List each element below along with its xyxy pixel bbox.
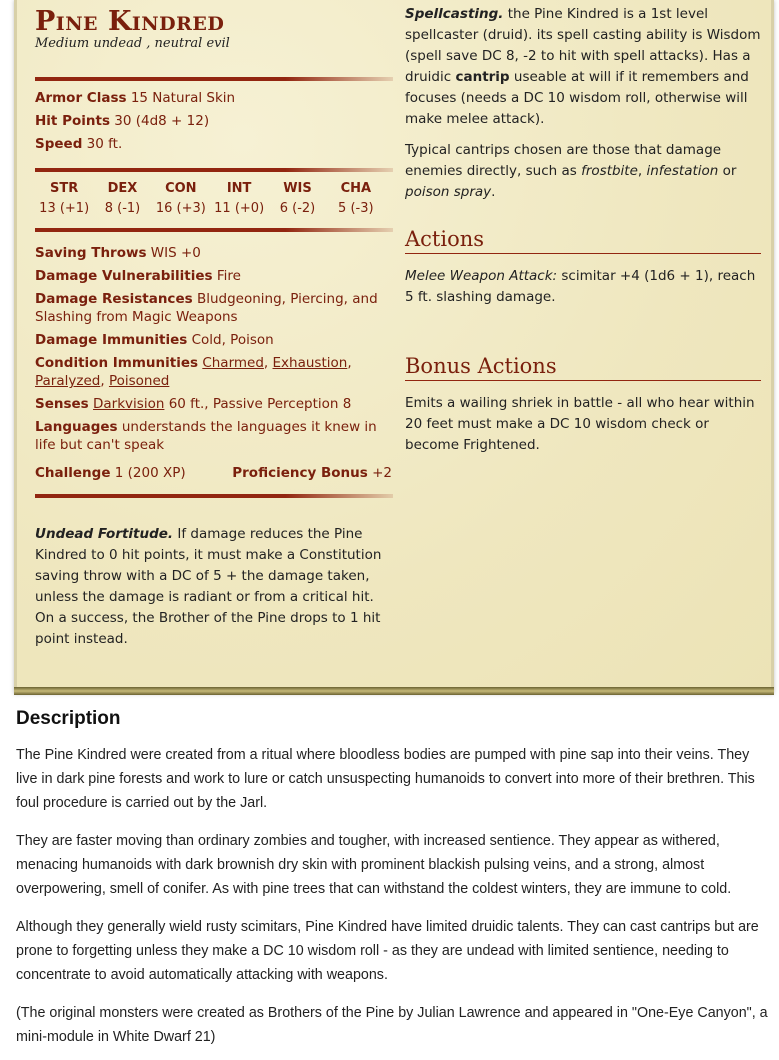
languages: Languages understands the languages it knew in life but can't speak xyxy=(35,419,377,453)
saving-throws: Saving Throws WIS +0 xyxy=(35,245,201,261)
challenge-row: Challenge 1 (200 XP) Proficiency Bonus +2 xyxy=(35,465,393,481)
divider xyxy=(35,77,393,81)
armor-class: Armor Class 15 Natural Skin xyxy=(35,90,236,106)
description-paragraph: Although they generally wield rusty scimitars, Pine Kindred have limited druidic talents. They can cast cantrips but are prone to forgetting unless they make a DC 10 wisdom roll - as they are undead with limited sentience, needing to concentrate to avoid automatically attacking with weapons. xyxy=(16,919,759,983)
senses-link-darkvision[interactable]: Darkvision xyxy=(93,396,165,412)
speed: Speed 30 ft. xyxy=(35,136,123,152)
damage-resistances: Damage Resistances Bludgeoning, Piercing, and Slashing from Magic Weapons xyxy=(35,291,378,325)
stat-block-left-column xyxy=(35,0,393,650)
stat-block xyxy=(14,0,774,694)
damage-vulnerabilities: Damage Vulnerabilities Fire xyxy=(35,268,241,284)
core-stats xyxy=(35,87,393,156)
ability-int: INT 11 (+0) xyxy=(214,181,265,216)
divider xyxy=(35,494,393,498)
stat-block-bottom-border xyxy=(14,687,774,695)
ability-str: STR 13 (+1) xyxy=(39,181,90,216)
ability-scores xyxy=(35,178,385,218)
actions-heading: Actions xyxy=(405,227,761,254)
description-heading: Description xyxy=(16,708,121,729)
description-section xyxy=(16,708,772,1060)
ability-cha: CHA 5 (-3) xyxy=(338,181,374,216)
condition-link-charmed[interactable]: Charmed xyxy=(202,355,264,371)
condition-link-exhaustion[interactable]: Exhaustion xyxy=(272,355,348,371)
properties xyxy=(35,244,393,482)
trait-cantrips: Typical cantrips chosen are those that damage enemies directly, such as frostbite, infestation or poison spray. xyxy=(405,142,737,200)
stat-block-right-column xyxy=(405,0,761,456)
monster-name: Pine Kindred xyxy=(35,6,225,37)
description-paragraph: They are faster moving than ordinary zombies and tougher, with increased sentience. They appear as withered, menacing humanoids with dark brownish dry skin with prominent blackish pulsing veins, and a strong, almost overpowering, smell of conifer. As with pine trees that can withstand the coldest winters, they are immune to cold. xyxy=(16,833,732,897)
divider xyxy=(35,168,393,172)
ability-con: CON 16 (+3) xyxy=(155,181,206,216)
condition-immunities: Condition Immunities Charmed, Exhaustion, Paralyzed, Poisoned xyxy=(35,355,352,389)
trait-undead-fortitude: Undead Fortitude. If damage reduces the Pine Kindred to 0 hit points, it must make a Constitution saving throw with a DC of 5 + the damage taken, unless the damage is radiant or from a critical hit. On a success, the Brother of the Pine drops to 1 hit point instead. xyxy=(35,526,382,647)
description-paragraph: (The original monsters were created as Brothers of the Pine by Julian Lawrence and appeared in "One-Eye Canyon", a mini-module in White Dwarf 21) xyxy=(16,1005,768,1045)
bonus-actions-heading: Bonus Actions xyxy=(405,354,761,381)
monster-meta: Medium undead , neutral evil xyxy=(35,36,230,51)
condition-link-paralyzed[interactable]: Paralyzed xyxy=(35,373,101,389)
bonus-action-shriek: Emits a wailing shriek in battle - all who hear within 20 feet must make a DC 10 wisdom check or become Frightened. xyxy=(405,395,755,453)
action-melee: Melee Weapon Attack: scimitar +4 (1d6 + 1), reach 5 ft. slashing damage. xyxy=(405,268,756,305)
condition-link-poisoned[interactable]: Poisoned xyxy=(108,373,170,389)
hit-points: Hit Points 30 (4d8 + 12) xyxy=(35,113,210,129)
damage-immunities: Damage Immunities Cold, Poison xyxy=(35,332,274,348)
trait-spellcasting: Spellcasting. the Pine Kindred is a 1st level spellcaster (druid). its spell casting ability is Wisdom (spell save DC 8, -2 to hit with spell attacks). Has a druidic cantrip useable at will if it remembers and focuses (needs a DC 10 wisdom roll, otherwise will make melee attack). xyxy=(405,6,761,127)
senses: Senses Darkvision 60 ft., Passive Perception 8 xyxy=(35,396,352,412)
description-paragraph: The Pine Kindred were created from a ritual where bloodless bodies are pumped with pine sap into their veins. They live in dark pine forests and work to lure or catch unsuspecting humanoids to convert into more of their brethren. This foul procedure is carried out by the Jarl. xyxy=(16,747,755,811)
ability-wis: WIS 6 (-2) xyxy=(279,181,316,216)
divider xyxy=(35,228,393,232)
ability-dex: DEX 8 (-1) xyxy=(104,181,141,216)
